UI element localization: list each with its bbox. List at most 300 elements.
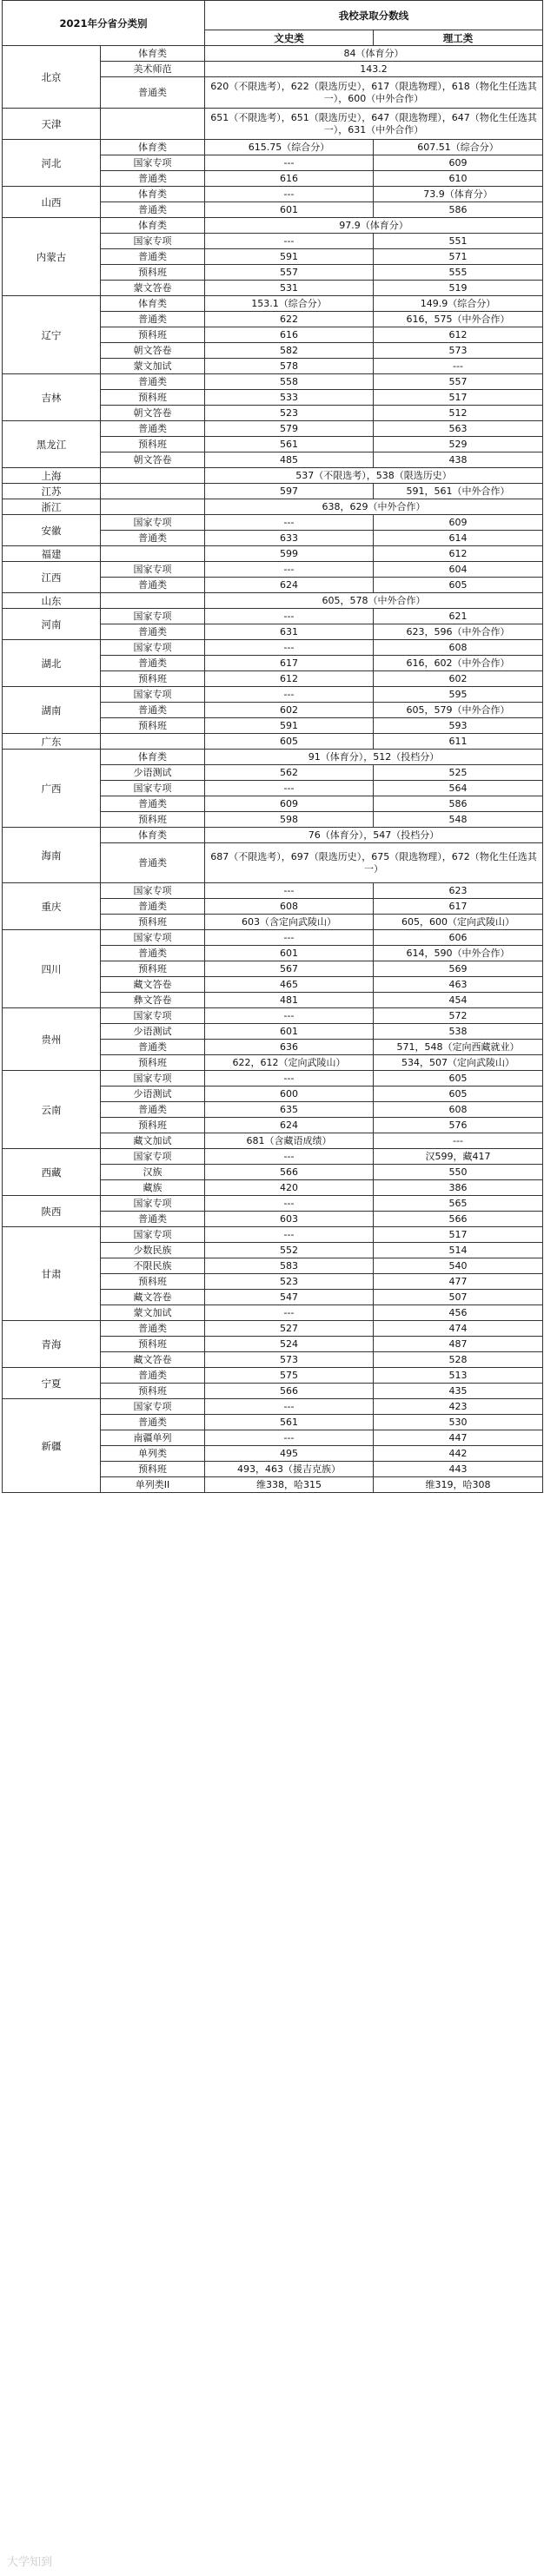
ligong-score-cell: 608 — [374, 1102, 543, 1118]
ligong-score-cell: 525 — [374, 765, 543, 781]
wenshi-score-cell: 616 — [205, 171, 374, 187]
category-cell: 体育类 — [101, 218, 205, 234]
wenshi-score-cell: 523 — [205, 1274, 374, 1290]
category-cell: 普通类 — [101, 1102, 205, 1118]
category-cell: 国家专项 — [101, 515, 205, 531]
ligong-score-cell: 555 — [374, 265, 543, 281]
ligong-score-cell: 汉599，藏417 — [374, 1149, 543, 1165]
wenshi-score-cell: 566 — [205, 1384, 374, 1399]
province-cell: 新疆 — [3, 1399, 101, 1493]
category-cell — [101, 468, 205, 484]
table-row — [3, 1227, 543, 1243]
ligong-score-cell: 606 — [374, 930, 543, 946]
wenshi-score-cell: --- — [205, 1305, 374, 1321]
category-cell: 国家专项 — [101, 883, 205, 899]
wenshi-score-cell: 567 — [205, 961, 374, 977]
category-cell: 普通类 — [101, 202, 205, 218]
wenshi-score-cell: 633 — [205, 531, 374, 546]
category-cell: 预科班 — [101, 1118, 205, 1133]
wenshi-score-cell: 566 — [205, 1165, 374, 1180]
category-cell: 国家专项 — [101, 640, 205, 656]
wenshi-score-cell: 495 — [205, 1446, 374, 1462]
category-cell: 少语测试 — [101, 1087, 205, 1102]
wenshi-score-cell: 481 — [205, 993, 374, 1008]
score-table-body — [3, 1, 543, 1493]
wenshi-score-cell: 558 — [205, 374, 374, 390]
province-cell: 江苏 — [3, 484, 101, 499]
wenshi-score-cell: --- — [205, 515, 374, 531]
table-row — [3, 374, 543, 390]
wenshi-score-cell: --- — [205, 1196, 374, 1212]
category-cell: 蒙文加试 — [101, 1305, 205, 1321]
category-cell: 预科班 — [101, 327, 205, 343]
wenshi-score-cell: 597 — [205, 484, 374, 499]
category-cell: 国家专项 — [101, 1149, 205, 1165]
ligong-score-cell: 621 — [374, 609, 543, 624]
ligong-score-cell: 616，602（中外合作） — [374, 656, 543, 671]
ligong-score-cell: 614，590（中外合作） — [374, 946, 543, 961]
province-cell: 河南 — [3, 609, 101, 640]
table-row — [3, 1368, 543, 1384]
wenshi-score-cell: 557 — [205, 265, 374, 281]
province-cell: 天津 — [3, 109, 101, 140]
category-cell: 南疆单列 — [101, 1430, 205, 1446]
ligong-score-cell: 611 — [374, 734, 543, 750]
ligong-score-cell: 586 — [374, 796, 543, 812]
table-row — [3, 46, 543, 62]
ligong-score-cell: 456 — [374, 1305, 543, 1321]
table-row — [3, 828, 543, 843]
table-row — [3, 484, 543, 499]
category-cell: 普通类 — [101, 249, 205, 265]
category-cell: 普通类 — [101, 1212, 205, 1227]
category-cell: 预科班 — [101, 671, 205, 687]
category-cell: 普通类 — [101, 796, 205, 812]
ligong-score-cell: 73.9（体育分） — [374, 187, 543, 202]
merged-score-cell: 97.9（体育分） — [205, 218, 543, 234]
header-row-top — [3, 1, 543, 30]
ligong-score-cell: 571 — [374, 249, 543, 265]
wenshi-score-cell: 603 — [205, 1212, 374, 1227]
merged-score-cell: 76（体育分），547（投档分） — [205, 828, 543, 843]
category-cell: 国家专项 — [101, 234, 205, 249]
category-cell: 彝文答卷 — [101, 993, 205, 1008]
table-row — [3, 1149, 543, 1165]
wenshi-score-cell: --- — [205, 609, 374, 624]
ligong-score-cell: 609 — [374, 515, 543, 531]
ligong-score-cell: 571，548（定向西藏就业） — [374, 1040, 543, 1055]
category-cell: 预科班 — [101, 1337, 205, 1352]
wenshi-score-cell: 533 — [205, 390, 374, 406]
table-row — [3, 1321, 543, 1337]
wenshi-score-cell: 591 — [205, 249, 374, 265]
category-cell — [101, 499, 205, 515]
province-cell: 吉林 — [3, 374, 101, 421]
wenshi-score-cell: --- — [205, 883, 374, 899]
category-cell: 单列类II — [101, 1477, 205, 1493]
wenshi-score-cell: --- — [205, 640, 374, 656]
category-cell — [101, 109, 205, 140]
wenshi-score-cell: --- — [205, 187, 374, 202]
ligong-score-cell: 534，507（定向武陵山） — [374, 1055, 543, 1071]
category-cell: 少语测试 — [101, 1024, 205, 1040]
ligong-score-cell: 563 — [374, 421, 543, 437]
province-cell: 山西 — [3, 187, 101, 218]
category-cell: 预科班 — [101, 718, 205, 734]
category-cell: 藏文加试 — [101, 1133, 205, 1149]
category-cell: 普通类 — [101, 624, 205, 640]
wenshi-score-cell: 600 — [205, 1087, 374, 1102]
merged-score-cell: 687（不限选考），697（限选历史），675（限选物理），672（物化生任选其一） — [205, 843, 543, 883]
category-cell: 体育类 — [101, 46, 205, 62]
wenshi-score-cell: 561 — [205, 437, 374, 452]
category-cell: 预科班 — [101, 961, 205, 977]
ligong-score-cell: 514 — [374, 1243, 543, 1258]
ligong-score-cell: 529 — [374, 437, 543, 452]
table-row — [3, 734, 543, 750]
header-wenshi: 文史类 — [205, 30, 374, 46]
wenshi-score-cell: 573 — [205, 1352, 374, 1368]
merged-score-cell: 537（不限选考），538（限选历史） — [205, 468, 543, 484]
ligong-score-cell: 616，575（中外合作） — [374, 312, 543, 327]
category-cell: 普通类 — [101, 374, 205, 390]
category-cell — [101, 546, 205, 562]
category-cell: 预科班 — [101, 1384, 205, 1399]
province-cell: 贵州 — [3, 1008, 101, 1071]
wenshi-score-cell: 635 — [205, 1102, 374, 1118]
wenshi-score-cell: 608 — [205, 899, 374, 915]
wenshi-score-cell: --- — [205, 155, 374, 171]
province-cell: 湖南 — [3, 687, 101, 734]
wenshi-score-cell: 622，612（定向武陵山） — [205, 1055, 374, 1071]
ligong-score-cell: 602 — [374, 671, 543, 687]
wenshi-score-cell: 601 — [205, 946, 374, 961]
wenshi-score-cell: 582 — [205, 343, 374, 359]
wenshi-score-cell: 617 — [205, 656, 374, 671]
wenshi-score-cell: 578 — [205, 359, 374, 374]
category-cell: 预科班 — [101, 812, 205, 828]
province-cell: 广东 — [3, 734, 101, 750]
header-category: 2021年分省分类别 — [3, 1, 205, 46]
wenshi-score-cell: 612 — [205, 671, 374, 687]
wenshi-score-cell: 602 — [205, 703, 374, 718]
merged-score-cell: 605，578（中外合作） — [205, 593, 543, 609]
wenshi-score-cell: 552 — [205, 1243, 374, 1258]
province-cell: 西藏 — [3, 1149, 101, 1196]
wenshi-score-cell: --- — [205, 930, 374, 946]
category-cell: 蒙文答卷 — [101, 281, 205, 296]
ligong-score-cell: 507 — [374, 1290, 543, 1305]
wenshi-score-cell: 624 — [205, 1118, 374, 1133]
table-row — [3, 187, 543, 202]
ligong-score-cell: 605，579（中外合作） — [374, 703, 543, 718]
category-cell: 普通类 — [101, 843, 205, 883]
ligong-score-cell: 548 — [374, 812, 543, 828]
wenshi-score-cell: 603（含定向武陵山） — [205, 915, 374, 930]
ligong-score-cell: 605，600（定向武陵山） — [374, 915, 543, 930]
table-row — [3, 1071, 543, 1087]
wenshi-score-cell: 583 — [205, 1258, 374, 1274]
category-cell: 普通类 — [101, 899, 205, 915]
wenshi-score-cell: 562 — [205, 765, 374, 781]
province-cell: 辽宁 — [3, 296, 101, 374]
category-cell: 国家专项 — [101, 781, 205, 796]
table-row — [3, 218, 543, 234]
ligong-score-cell: 454 — [374, 993, 543, 1008]
province-cell: 北京 — [3, 46, 101, 109]
ligong-score-cell: 447 — [374, 1430, 543, 1446]
wenshi-score-cell: 579 — [205, 421, 374, 437]
ligong-score-cell: 564 — [374, 781, 543, 796]
ligong-score-cell: 612 — [374, 546, 543, 562]
category-cell: 预科班 — [101, 265, 205, 281]
category-cell: 藏文答卷 — [101, 1352, 205, 1368]
category-cell: 美术师范 — [101, 62, 205, 77]
category-cell: 普通类 — [101, 656, 205, 671]
table-row — [3, 1008, 543, 1024]
category-cell: 少数民族 — [101, 1243, 205, 1258]
category-cell: 国家专项 — [101, 1071, 205, 1087]
ligong-score-cell: 551 — [374, 234, 543, 249]
category-cell: 不限民族 — [101, 1258, 205, 1274]
wenshi-score-cell: 631 — [205, 624, 374, 640]
merged-score-cell: 620（不限选考），622（限选历史），617（限选物理），618（物化生任选其一），600（中外合作） — [205, 77, 543, 109]
table-row — [3, 499, 543, 515]
table-row — [3, 515, 543, 531]
category-cell — [101, 593, 205, 609]
province-cell: 湖北 — [3, 640, 101, 687]
wenshi-score-cell: --- — [205, 1149, 374, 1165]
ligong-score-cell: 463 — [374, 977, 543, 993]
table-row — [3, 640, 543, 656]
table-row — [3, 883, 543, 899]
ligong-score-cell: 517 — [374, 390, 543, 406]
province-cell: 云南 — [3, 1071, 101, 1149]
ligong-score-cell: 519 — [374, 281, 543, 296]
category-cell: 普通类 — [101, 578, 205, 593]
category-cell: 普通类 — [101, 77, 205, 109]
watermark-logo: 大学知到 — [7, 2556, 53, 2569]
category-cell: 普通类 — [101, 1368, 205, 1384]
table-row — [3, 546, 543, 562]
table-row — [3, 750, 543, 765]
category-cell: 朝文答卷 — [101, 406, 205, 421]
wenshi-score-cell: 591 — [205, 718, 374, 734]
category-cell: 普通类 — [101, 421, 205, 437]
category-cell: 普通类 — [101, 171, 205, 187]
ligong-score-cell: 617 — [374, 899, 543, 915]
wenshi-score-cell: 575 — [205, 1368, 374, 1384]
category-cell: 预科班 — [101, 437, 205, 452]
ligong-score-cell: 512 — [374, 406, 543, 421]
category-cell: 体育类 — [101, 750, 205, 765]
ligong-score-cell: 528 — [374, 1352, 543, 1368]
province-cell: 宁夏 — [3, 1368, 101, 1399]
category-cell: 单列类 — [101, 1446, 205, 1462]
category-cell: 国家专项 — [101, 1196, 205, 1212]
wenshi-score-cell: 622 — [205, 312, 374, 327]
ligong-score-cell: 477 — [374, 1274, 543, 1290]
category-cell: 体育类 — [101, 187, 205, 202]
category-cell: 预科班 — [101, 1055, 205, 1071]
ligong-score-cell: 586 — [374, 202, 543, 218]
admission-score-table — [2, 0, 543, 1493]
category-cell: 藏族 — [101, 1180, 205, 1196]
ligong-score-cell: 538 — [374, 1024, 543, 1040]
category-cell: 国家专项 — [101, 609, 205, 624]
table-row — [3, 687, 543, 703]
category-cell: 普通类 — [101, 1040, 205, 1055]
table-row — [3, 140, 543, 155]
ligong-score-cell: 540 — [374, 1258, 543, 1274]
wenshi-score-cell: 465 — [205, 977, 374, 993]
province-cell: 安徽 — [3, 515, 101, 546]
ligong-score-cell: 442 — [374, 1446, 543, 1462]
ligong-score-cell: 513 — [374, 1368, 543, 1384]
table-row — [3, 296, 543, 312]
table-row — [3, 1196, 543, 1212]
category-cell: 体育类 — [101, 140, 205, 155]
category-cell: 预科班 — [101, 1274, 205, 1290]
category-cell: 普通类 — [101, 531, 205, 546]
province-cell: 青海 — [3, 1321, 101, 1368]
wenshi-score-cell: --- — [205, 234, 374, 249]
category-cell: 国家专项 — [101, 687, 205, 703]
wenshi-score-cell: 527 — [205, 1321, 374, 1337]
wenshi-score-cell: 599 — [205, 546, 374, 562]
category-cell: 普通类 — [101, 703, 205, 718]
wenshi-score-cell: 523 — [205, 406, 374, 421]
wenshi-score-cell: 609 — [205, 796, 374, 812]
category-cell: 预科班 — [101, 915, 205, 930]
category-cell — [101, 484, 205, 499]
category-cell: 汉族 — [101, 1165, 205, 1180]
wenshi-score-cell: --- — [205, 1071, 374, 1087]
ligong-score-cell: 623，596（中外合作） — [374, 624, 543, 640]
table-row — [3, 593, 543, 609]
wenshi-score-cell: --- — [205, 687, 374, 703]
category-cell: 朝文答卷 — [101, 452, 205, 468]
merged-score-cell: 91（体育分），512（投档分） — [205, 750, 543, 765]
ligong-score-cell: --- — [374, 359, 543, 374]
category-cell: 藏文答卷 — [101, 1290, 205, 1305]
table-row — [3, 109, 543, 140]
province-cell: 上海 — [3, 468, 101, 484]
merged-score-cell: 651（不限选考），651（限选历史），647（限选物理），647（物化生任选其一），631（中外合作） — [205, 109, 543, 140]
province-cell: 浙江 — [3, 499, 101, 515]
wenshi-score-cell: 485 — [205, 452, 374, 468]
ligong-score-cell: 565 — [374, 1196, 543, 1212]
ligong-score-cell: 573 — [374, 343, 543, 359]
category-cell: 少语测试 — [101, 765, 205, 781]
province-cell: 福建 — [3, 546, 101, 562]
ligong-score-cell: 443 — [374, 1462, 543, 1477]
ligong-score-cell: 608 — [374, 640, 543, 656]
province-cell: 山东 — [3, 593, 101, 609]
ligong-score-cell: 614 — [374, 531, 543, 546]
table-row — [3, 930, 543, 946]
ligong-score-cell: 557 — [374, 374, 543, 390]
category-cell: 国家专项 — [101, 930, 205, 946]
category-cell: 普通类 — [101, 1321, 205, 1337]
ligong-score-cell: 591，561（中外合作） — [374, 484, 543, 499]
ligong-score-cell: 386 — [374, 1180, 543, 1196]
category-cell: 普通类 — [101, 946, 205, 961]
category-cell: 蒙文加试 — [101, 359, 205, 374]
category-cell: 国家专项 — [101, 1008, 205, 1024]
wenshi-score-cell: 561 — [205, 1415, 374, 1430]
wenshi-score-cell: 601 — [205, 1024, 374, 1040]
province-cell: 河北 — [3, 140, 101, 187]
category-cell: 普通类 — [101, 312, 205, 327]
ligong-score-cell: 566 — [374, 1212, 543, 1227]
wenshi-score-cell: 524 — [205, 1337, 374, 1352]
province-cell: 广西 — [3, 750, 101, 828]
wenshi-score-cell: 605 — [205, 734, 374, 750]
ligong-score-cell: 487 — [374, 1337, 543, 1352]
merged-score-cell: 143.2 — [205, 62, 543, 77]
wenshi-score-cell: --- — [205, 1227, 374, 1243]
wenshi-score-cell: 493，463（援吉克族） — [205, 1462, 374, 1477]
category-cell: 国家专项 — [101, 1399, 205, 1415]
header-ligong: 理工类 — [374, 30, 543, 46]
wenshi-score-cell: --- — [205, 1008, 374, 1024]
ligong-score-cell: 610 — [374, 171, 543, 187]
category-cell: 体育类 — [101, 296, 205, 312]
province-cell: 陕西 — [3, 1196, 101, 1227]
wenshi-score-cell: 681（含藏语成绩） — [205, 1133, 374, 1149]
category-cell — [101, 734, 205, 750]
ligong-score-cell: 623 — [374, 883, 543, 899]
category-cell: 预科班 — [101, 390, 205, 406]
wenshi-score-cell: 624 — [205, 578, 374, 593]
ligong-score-cell: 149.9（综合分） — [374, 296, 543, 312]
ligong-score-cell: 474 — [374, 1321, 543, 1337]
wenshi-score-cell: 616 — [205, 327, 374, 343]
ligong-score-cell: 609 — [374, 155, 543, 171]
ligong-score-cell: 612 — [374, 327, 543, 343]
province-cell: 重庆 — [3, 883, 101, 930]
province-cell: 甘肃 — [3, 1227, 101, 1321]
category-cell: 预科班 — [101, 1462, 205, 1477]
ligong-score-cell: 605 — [374, 1071, 543, 1087]
merged-score-cell: 638，629（中外合作） — [205, 499, 543, 515]
table-row — [3, 1399, 543, 1415]
ligong-score-cell: 517 — [374, 1227, 543, 1243]
ligong-score-cell: 435 — [374, 1384, 543, 1399]
ligong-score-cell: --- — [374, 1133, 543, 1149]
ligong-score-cell: 595 — [374, 687, 543, 703]
category-cell: 普通类 — [101, 1415, 205, 1430]
wenshi-score-cell: 531 — [205, 281, 374, 296]
category-cell: 国家专项 — [101, 562, 205, 578]
ligong-score-cell: 607.51（综合分） — [374, 140, 543, 155]
table-row — [3, 562, 543, 578]
ligong-score-cell: 593 — [374, 718, 543, 734]
ligong-score-cell: 604 — [374, 562, 543, 578]
table-row — [3, 609, 543, 624]
merged-score-cell: 84（体育分） — [205, 46, 543, 62]
category-cell: 国家专项 — [101, 1227, 205, 1243]
ligong-score-cell: 605 — [374, 578, 543, 593]
province-cell: 内蒙古 — [3, 218, 101, 296]
ligong-score-cell: 维319，哈308 — [374, 1477, 543, 1493]
category-cell: 朝文答卷 — [101, 343, 205, 359]
province-cell: 江西 — [3, 562, 101, 593]
wenshi-score-cell: --- — [205, 781, 374, 796]
ligong-score-cell: 605 — [374, 1087, 543, 1102]
province-cell: 海南 — [3, 828, 101, 883]
